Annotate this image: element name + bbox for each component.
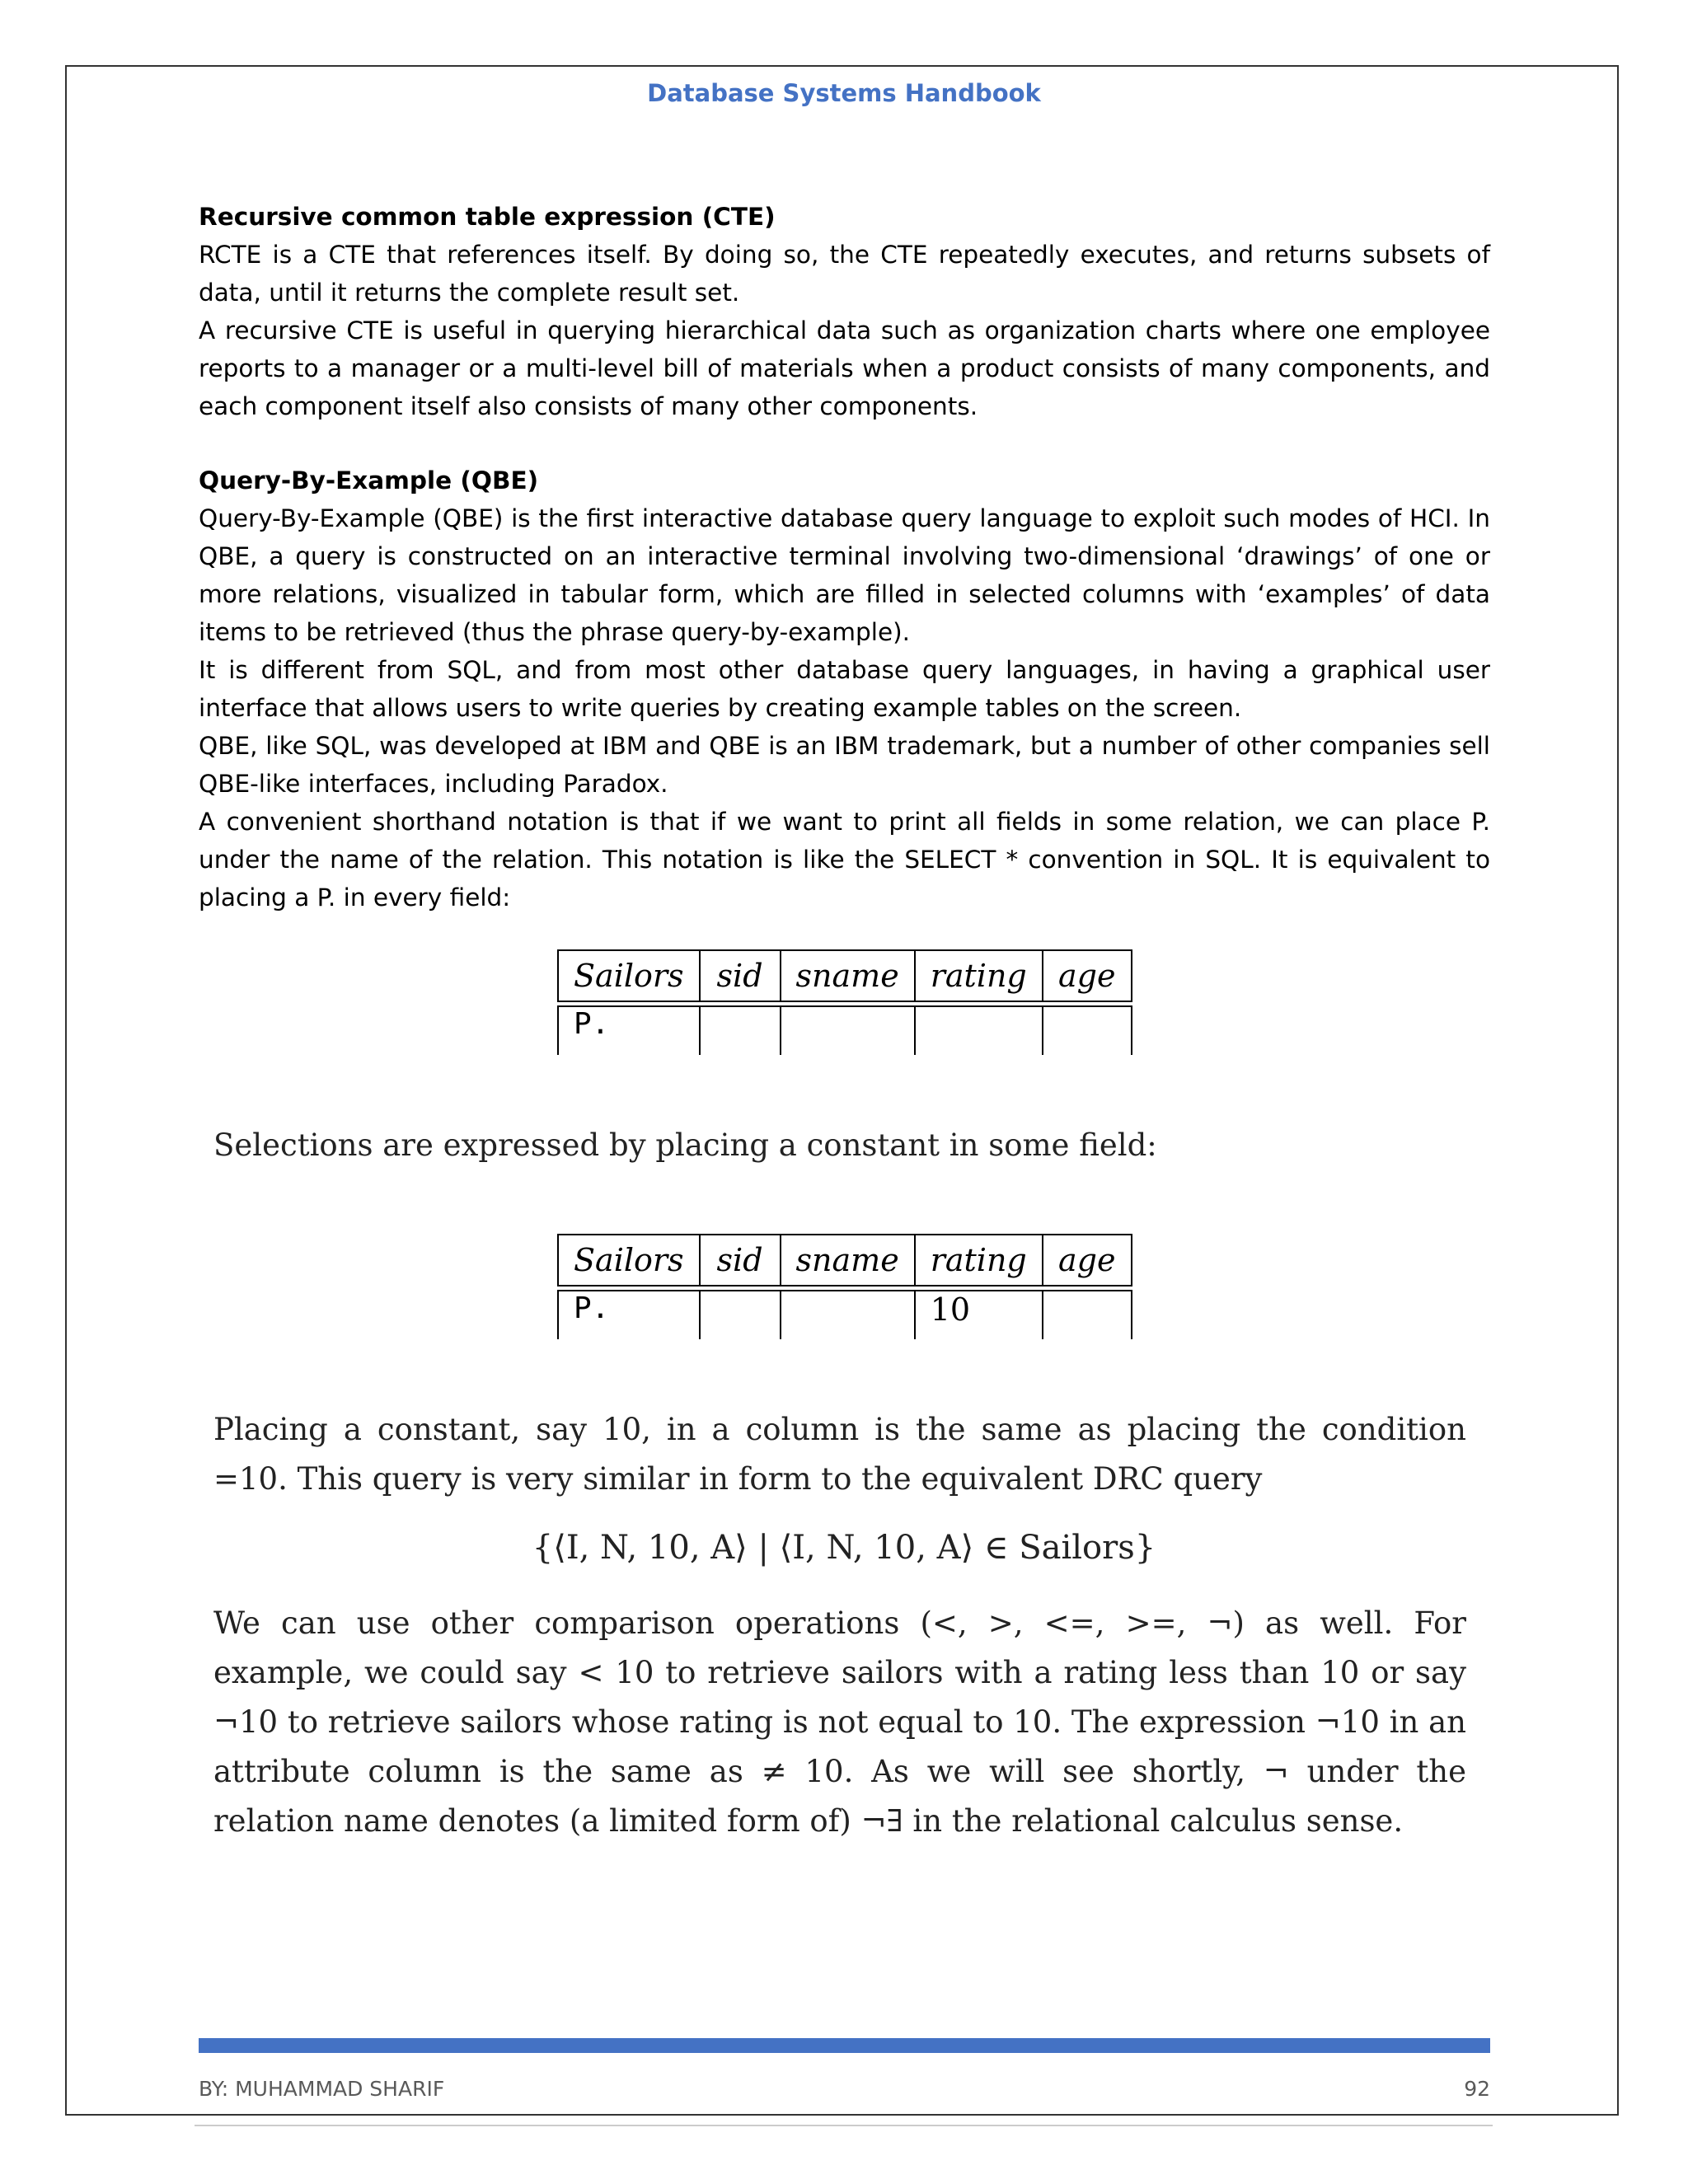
qbe-section xyxy=(199,462,1490,916)
table-row xyxy=(558,1006,1132,1055)
footer-divider xyxy=(195,2125,1493,2126)
selections-text: Selections are expressed by placing a constant in some field: xyxy=(213,1127,1157,1163)
qbe-table-header-row xyxy=(558,950,1132,1001)
comparison-paragraph: We can use other comparison operations (<, >, <=, >=, ¬) as well. For example, we could say < 10 to retrieve sailors with a rating less than 10 or say ¬10 to retrieve sailors whose rating is not equal to 10. The expression ¬10 in an attribute column is the same as ≠ 10. As we will see shortly, ¬ under the relation name denotes (a limited form of) ¬∃ in the relational calculus sense. xyxy=(213,1605,1466,1839)
table-cell xyxy=(781,1006,915,1055)
table-cell: P. xyxy=(558,1291,700,1339)
qbe-paragraph-3: QBE, like SQL, was developed at IBM and QBE is an IBM trademark, but a number of other companies sell QBE-like interfaces, including Paradox. xyxy=(199,732,1490,798)
table-header-cell: sid xyxy=(700,1235,781,1286)
qbe-heading: Query-By-Example (QBE) xyxy=(199,466,539,494)
placing-text xyxy=(213,1405,1466,1504)
table-header-cell: rating xyxy=(915,950,1043,1001)
table-cell xyxy=(1043,1006,1132,1055)
table-header-cell: sname xyxy=(781,1235,915,1286)
table-header-cell: sname xyxy=(781,950,915,1001)
cte-paragraph-2: A recursive CTE is useful in querying hierarchical data such as organization charts where one employee reports to a manager or a multi-level bill of materials when a product consists of many components, and each component itself also consists of many other components. xyxy=(199,316,1490,420)
drc-formula: {⟨I, N, 10, A⟩ | ⟨I, N, 10, A⟩ ∈ Sailors} xyxy=(532,1529,1156,1567)
table-cell xyxy=(781,1291,915,1339)
table-cell xyxy=(1043,1291,1132,1339)
table-row xyxy=(558,1291,1132,1339)
table-header-cell: sid xyxy=(700,950,781,1001)
table-header-cell: age xyxy=(1043,950,1132,1001)
table-cell xyxy=(915,1006,1043,1055)
footer-author: BY: MUHAMMAD SHARIF xyxy=(199,2077,445,2101)
table-cell: P. xyxy=(558,1006,700,1055)
comparison-text xyxy=(213,1599,1466,1846)
qbe-table-selection xyxy=(557,1234,1132,1339)
placing-paragraph: Placing a constant, say 10, in a column is the same as placing the condition =10. This query is very similar in form to the equivalent DRC query xyxy=(213,1412,1466,1497)
qbe-paragraph-2: It is different from SQL, and from most other database query languages, in having a graphical user interface that allows users to write queries by creating example tables on the screen. xyxy=(199,656,1490,722)
table-header-cell: age xyxy=(1043,1235,1132,1286)
qbe-table-header-row xyxy=(558,1235,1132,1286)
qbe-paragraph-4: A convenient shorthand notation is that if we want to print all fields in some relation, we can place P. under the name of the relation. This notation is like the SELECT * convention in SQL. It is equivalent to placing a P. in every field: xyxy=(199,808,1490,912)
cte-section xyxy=(199,198,1490,425)
table-header-cell: Sailors xyxy=(558,1235,700,1286)
table-cell xyxy=(700,1006,781,1055)
cte-paragraph-1: RCTE is a CTE that references itself. By doing so, the CTE repeatedly executes, and returns subsets of data, until it returns the complete result set. xyxy=(199,241,1490,307)
footer-page-number: 92 xyxy=(1464,2077,1490,2101)
table-cell xyxy=(700,1291,781,1339)
table-header-cell: rating xyxy=(915,1235,1043,1286)
table-cell: 10 xyxy=(915,1291,1043,1339)
page-header-title: Database Systems Handbook xyxy=(647,79,1041,107)
qbe-paragraph-1: Query-By-Example (QBE) is the first interactive database query language to exploit such modes of HCI. In QBE, a query is constructed on an interactive terminal involving two-dimensional ‘drawings’ of one or more relations, visualized in tabular form, which are filled in selected columns with ‘examples’ of data items to be retrieved (thus the phrase query-by-example). xyxy=(199,504,1490,646)
table-header-cell: Sailors xyxy=(558,950,700,1001)
cte-heading: Recursive common table expression (CTE) xyxy=(199,203,776,231)
footer-accent-bar xyxy=(199,2038,1490,2053)
qbe-table-print-all xyxy=(557,949,1132,1055)
